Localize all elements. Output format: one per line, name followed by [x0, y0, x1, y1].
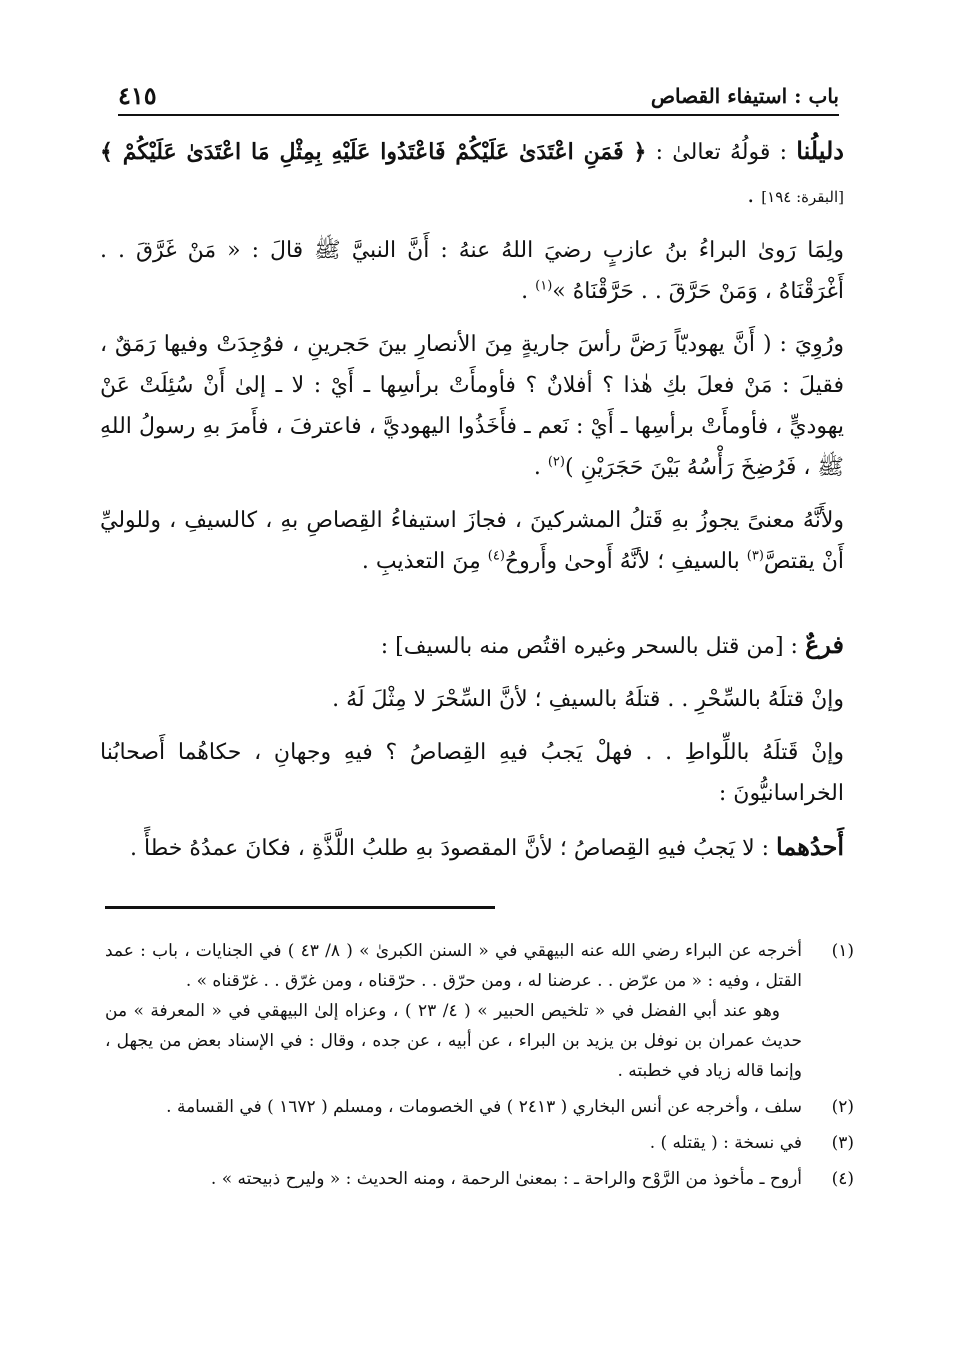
paragraph-hadith-jewish-man	[100, 324, 844, 488]
lead-word: فرعٌ	[804, 630, 844, 659]
text-segment: : [من قتل بالسحر وغيره اقتُص منه بالسيف] :	[380, 634, 805, 659]
verse-citation: [البقرة: ١٩٤]	[761, 188, 844, 206]
text-segment: بالسيفِ ؛ لأنَّهُ أَوحىٰ وأَروحُ	[504, 549, 747, 574]
text-segment: .	[521, 279, 536, 304]
text-segment: .	[747, 183, 762, 208]
footnote-text	[105, 1128, 802, 1158]
text-segment: مِنَ التعذيبِ .	[361, 549, 488, 574]
footnote-number: (١)	[831, 941, 854, 961]
page-header	[118, 74, 839, 116]
text-segment: ورُوِيَ : ( أَنَّ يهوديّاً رَضَّ رأسَ جاريةٍ مِنَ الأنصارِ بينَ حَجرينِ ، فوُجِدَتْ وفيها رَمَقٌ ، فقيلَ : مَنْ فعلَ بكِ هٰذا ؟ أفلانٌ ؟ فأومأَتْ برأسِها ـ أَيْ : لا ـ إلىٰ أَنْ سُئِلَتْ عَنْ يهوديٍّ ، فأومأَتْ برأسِها ـ أَيْ : نَعم ـ فأَخَذُوا اليهوديَّ ، فاعترفَ ، فأَمرَ بهِ رسولُ اللهِ ﷺ ، فَرُضِخَ رَأْسُهُ بَيْنَ حَجَرَيْنِ )	[100, 332, 844, 480]
running-title: باب : استيفاء القصاص	[650, 84, 839, 108]
section-heading	[100, 624, 844, 667]
text-segment: : لا يَجبُ فيهِ القِصاصُ ؛ لأنَّ المقصودَ بهِ طلبُ اللَّذَّةِ ، فكانَ عمدُهُ خطأً .	[130, 836, 777, 861]
footnote-number: (٢)	[831, 1097, 854, 1117]
page-number: ٤١٥	[118, 81, 157, 110]
lead-word: أَحدُهما	[776, 832, 844, 861]
paragraph-sodomy: وإنْ قَتلَهُ باللِّواطِ . . فهلْ يَجبُ فيهِ القِصاصُ ؟ فيهِ وجهانِ ، حكاهُما أَصحابُنا الخراسانيُّونَ :	[100, 740, 844, 806]
paragraph-evidence	[100, 130, 844, 218]
footnotes	[105, 936, 854, 1200]
footnote-marker: (٤)	[487, 548, 505, 564]
footnote-paragraph: أروح ـ مأخوذ من الرَّوْح والراحة ـ : بمعنىٰ الرحمة ، ومنه الحديث : « وليرح ذبيحته » .	[210, 1169, 802, 1189]
footnote	[105, 1164, 854, 1194]
footnote	[105, 1128, 854, 1158]
footnote-paragraph: وهو عند أبي الفضل في « تلخيص الحبير » ( ٤/ ٢٣ ) ، وعزاه إلىٰ البيهقي في « المعرفة » من حديث عمران بن نوفل بن يزيد بن البراء ، عن أبيه ، عن جده ، وقال : في الإسناد بعض من يجهل ، وإنما قاله زياد في خطبته .	[105, 1001, 802, 1081]
text-segment: ولأَنَّهُ معنىً يجوزُ بهِ قَتلُ المشركينَ ، فجازَ استيفاءُ القِصاصِ بهِ ، كالسيفِ ، وللوليِّ أَنْ يقتصَّ	[100, 508, 844, 574]
text-segment: .	[533, 455, 548, 480]
text-segment: : قولُهُ تعالىٰ :	[646, 140, 797, 165]
paragraph-hadith-bara	[100, 230, 844, 312]
footnote-number: (٤)	[831, 1169, 854, 1189]
paragraph-reasoning	[100, 500, 844, 582]
footnote	[105, 1092, 854, 1122]
main-text	[100, 130, 844, 881]
footnote-divider	[105, 906, 495, 909]
lead-word: دليلُنا	[796, 136, 844, 165]
paragraph-sorcery: وإنْ قتلَهُ بالسِّحْرِ . . قتلَهُ بالسيفِ ؛ لأنَّ السِّحْرَ لا مِثْلَ لَهُ .	[332, 687, 844, 712]
paragraph-first-view	[100, 826, 844, 869]
footnote-text	[105, 1164, 802, 1194]
footnote-paragraph: سلف ، وأخرجه عن أنس البخاري ( ٢٤١٣ ) في الخصومات ، ومسلم ( ١٦٧٢ ) في القسامة .	[166, 1097, 802, 1117]
footnote-number: (٣)	[831, 1133, 854, 1153]
text-segment: ولِمَا رَوىٰ البراءُ بنُ عازبٍ رضيَ اللهُ عنهُ : أَنَّ النبيَّ ﷺ قالَ : « مَنْ غَرَّقَ . . أَغْرَقْنَاهُ ، وَمَنْ حَرَّقَ . . حَرَّقْنَاهُ »	[100, 238, 844, 304]
footnote-paragraph: في نسخة : ( يقتله ) .	[649, 1133, 802, 1153]
spacer	[100, 594, 844, 624]
footnote-marker: (١)	[535, 278, 553, 294]
footnote-text	[105, 1092, 802, 1122]
footnote-text	[105, 936, 802, 1086]
quran-verse: ﴿ فَمَنِ اعْتَدَىٰ عَلَيْكُمْ فَاعْتَدُوا عَلَيْهِ بِمِثْلِ مَا اعْتَدَىٰ عَلَيْكُمْ ﴾	[100, 139, 647, 165]
footnote-marker: (٣)	[746, 548, 764, 564]
footnote-marker: (٢)	[547, 454, 565, 470]
footnote	[105, 936, 854, 1086]
footnote-paragraph: أخرجه عن البراء رضي الله عنه البيهقي في « السنن الكبرىٰ » ( ٨/ ٤٣ ) في الجنايات ، باب : عمد القتل ، وفيه : « من عرّض . . عرضنا له ، ومن حرّق . . حرّقناه ، ومن غرّق . . غرّقناه » .	[105, 941, 802, 991]
